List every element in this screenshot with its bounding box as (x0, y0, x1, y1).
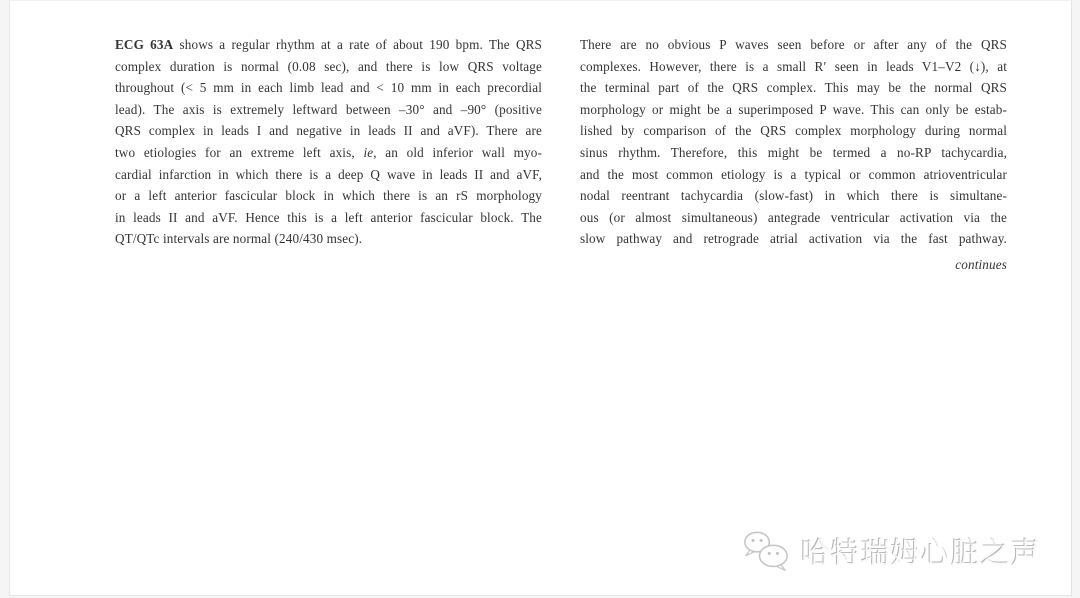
watermark (740, 529, 1041, 573)
article-columns (115, 34, 1007, 276)
text-line: cardial infarction in which there is a deep Q wave in leads II and aVF, (115, 166, 542, 182)
text-line: lished by comparison of the QRS complex morphology during normal (580, 123, 1007, 139)
wechat-icon (740, 529, 792, 573)
text-line: There are no obvious P waves seen before or after any of the QRS (580, 37, 1007, 52)
text-line: sinus rhythm. Therefore, this might be termed a no-RP tachycardia, (580, 144, 1007, 160)
text-line: QT/QTc intervals are normal (240/430 msec). (115, 231, 363, 247)
text-line: and the most common etiology is a typical or common atrioventricular (580, 166, 1007, 182)
text-line: the terminal part of the QRS complex. This may be the normal QRS (580, 80, 1007, 96)
text-line: ECG 63A shows a regular rhythm at a rate of about 190 bpm. The QRS (115, 37, 542, 52)
text-line: throughout (< 5 mm in each limb lead and < 10 mm in each precordial (115, 80, 542, 96)
text-line: ous (or almost simultaneous) antegrade ventricular activation via the (580, 209, 1007, 225)
right-text-column (580, 34, 1007, 276)
text-line: slow pathway and retrograde atrial activation via the fast pathway. (580, 231, 1007, 247)
text-line: two etiologies for an extreme left axis, ie, an old inferior wall myo- (115, 144, 543, 160)
text-line: complexes. However, there is a small R′ seen in leads V1–V2 (↓), at (580, 58, 1007, 74)
text-line: morphology or might be a superimposed P wave. This can only be estab- (580, 101, 1007, 117)
text-line: or a left anterior fascicular block in which there is an rS morphology (115, 188, 542, 204)
text-line: in leads II and aVF. Hence this is a left anterior fascicular block. The (115, 209, 542, 225)
watermark-label: 哈特瑞姆心脏之声 (800, 537, 1041, 570)
text-line: complex duration is normal (0.08 sec), and there is low QRS voltage (115, 58, 542, 74)
left-text-column (115, 34, 542, 276)
text-line: nodal reentrant tachycardia (slow-fast) in which there is simultane- (580, 188, 1007, 204)
book-page (9, 0, 1072, 596)
text-line: QRS complex in leads I and negative in leads II and aVF). There are (115, 123, 542, 139)
text-line: continues (955, 256, 1007, 272)
text-line: lead). The axis is extremely leftward between –30° and –90° (positive (115, 101, 542, 117)
